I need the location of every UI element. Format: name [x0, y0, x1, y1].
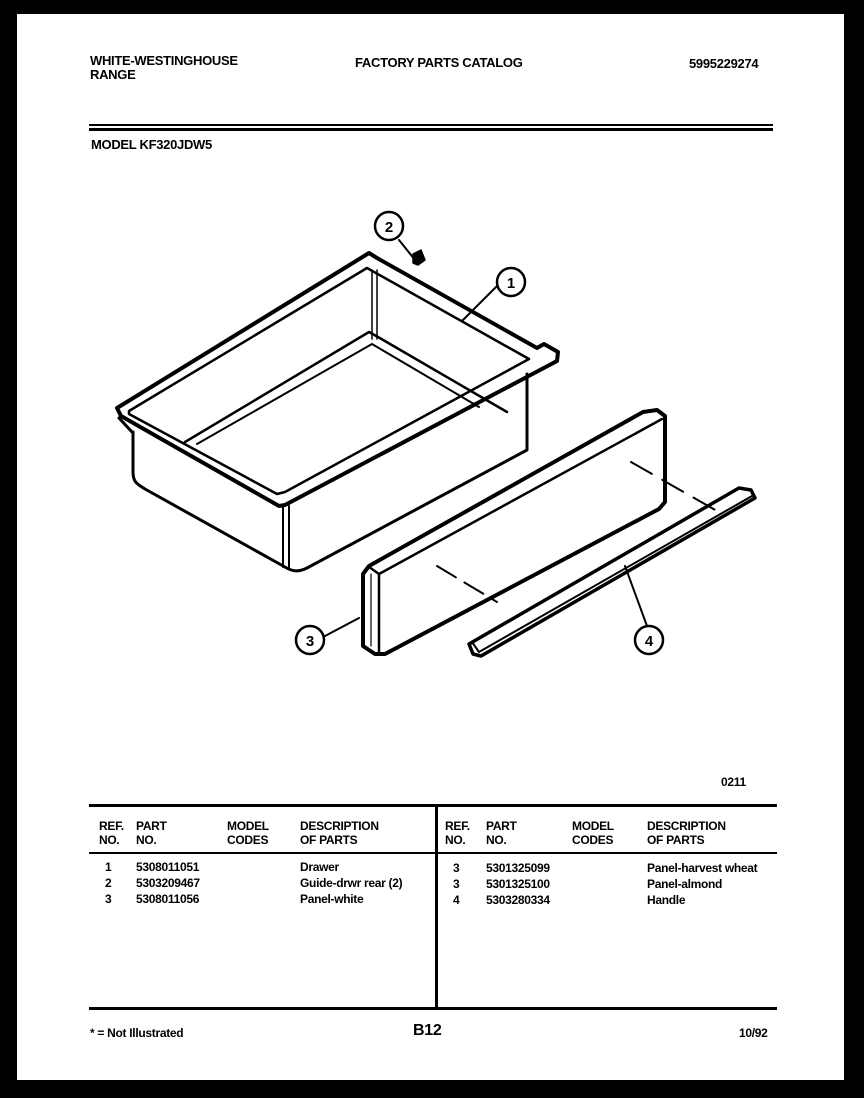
- footnote: * = Not Illustrated: [90, 1026, 184, 1040]
- table-row: Handle: [647, 893, 686, 907]
- left-ref-column: [105, 859, 111, 907]
- table-bottom-rule: [89, 1007, 777, 1010]
- product-type: RANGE: [90, 67, 136, 82]
- table-row: 5303209467: [136, 876, 200, 890]
- brand-name: WHITE-WESTINGHOUSE: [90, 53, 238, 68]
- drawer-illustration: [117, 253, 558, 571]
- table-row: 4: [453, 893, 460, 907]
- table-row: 5308011056: [136, 892, 200, 906]
- callout-4: [625, 566, 663, 654]
- table-row: 2: [105, 876, 112, 890]
- catalog-page: [17, 14, 844, 1080]
- svg-text:4: 4: [644, 633, 654, 650]
- table-row: 1: [105, 860, 112, 874]
- table-row: 3: [453, 861, 460, 875]
- table-row: 5303280334: [486, 893, 550, 907]
- left-description-column: [300, 859, 402, 907]
- table-column-divider: [435, 804, 438, 1009]
- callout-2: [375, 212, 415, 260]
- table-row: Panel-white: [300, 892, 364, 906]
- svg-text:1: 1: [506, 275, 516, 292]
- model-label: MODEL KF320JDW5: [91, 137, 212, 152]
- left-part-column: [136, 859, 200, 907]
- col-header-model: MODEL CODES: [227, 819, 269, 847]
- table-row: Guide-drwr rear (2): [300, 876, 403, 890]
- table-row: 5301325100: [486, 877, 550, 891]
- col-header-description: DESCRIPTION OF PARTS: [300, 819, 379, 847]
- table-row: 3: [105, 892, 112, 906]
- col-header-ref-right: REF. NO.: [445, 819, 470, 847]
- catalog-number: 5995229274: [689, 56, 759, 71]
- catalog-title: FACTORY PARTS CATALOG: [355, 55, 523, 70]
- table-row: 3: [453, 877, 460, 891]
- exploded-parts-diagram: [17, 14, 844, 774]
- table-row: Drawer: [300, 860, 339, 874]
- revision-date: 10/92: [739, 1026, 768, 1040]
- col-header-description-right: DESCRIPTION OF PARTS: [647, 819, 726, 847]
- svg-text:2: 2: [384, 219, 394, 236]
- col-header-part-right: PART NO.: [486, 819, 517, 847]
- table-top-rule: [89, 804, 777, 807]
- guide-illustration: [413, 250, 425, 265]
- table-row: Panel-harvest wheat: [647, 861, 758, 875]
- col-header-part: PART NO.: [136, 819, 167, 847]
- handle-illustration: [469, 488, 755, 656]
- figure-code: 0211: [721, 775, 746, 789]
- callout-3: [296, 618, 359, 654]
- right-part-column: [486, 860, 550, 908]
- right-description-column: [647, 860, 757, 908]
- table-row: Panel-almond: [647, 877, 723, 891]
- table-header-rule: [89, 852, 777, 854]
- table-row: 5308011051: [136, 860, 200, 874]
- table-row: 5301325099: [486, 861, 550, 875]
- svg-text:3: 3: [305, 633, 315, 650]
- col-header-model-right: MODEL CODES: [572, 819, 614, 847]
- page-number: B12: [413, 1022, 442, 1039]
- right-ref-column: [453, 860, 459, 908]
- col-header-ref: REF. NO.: [99, 819, 124, 847]
